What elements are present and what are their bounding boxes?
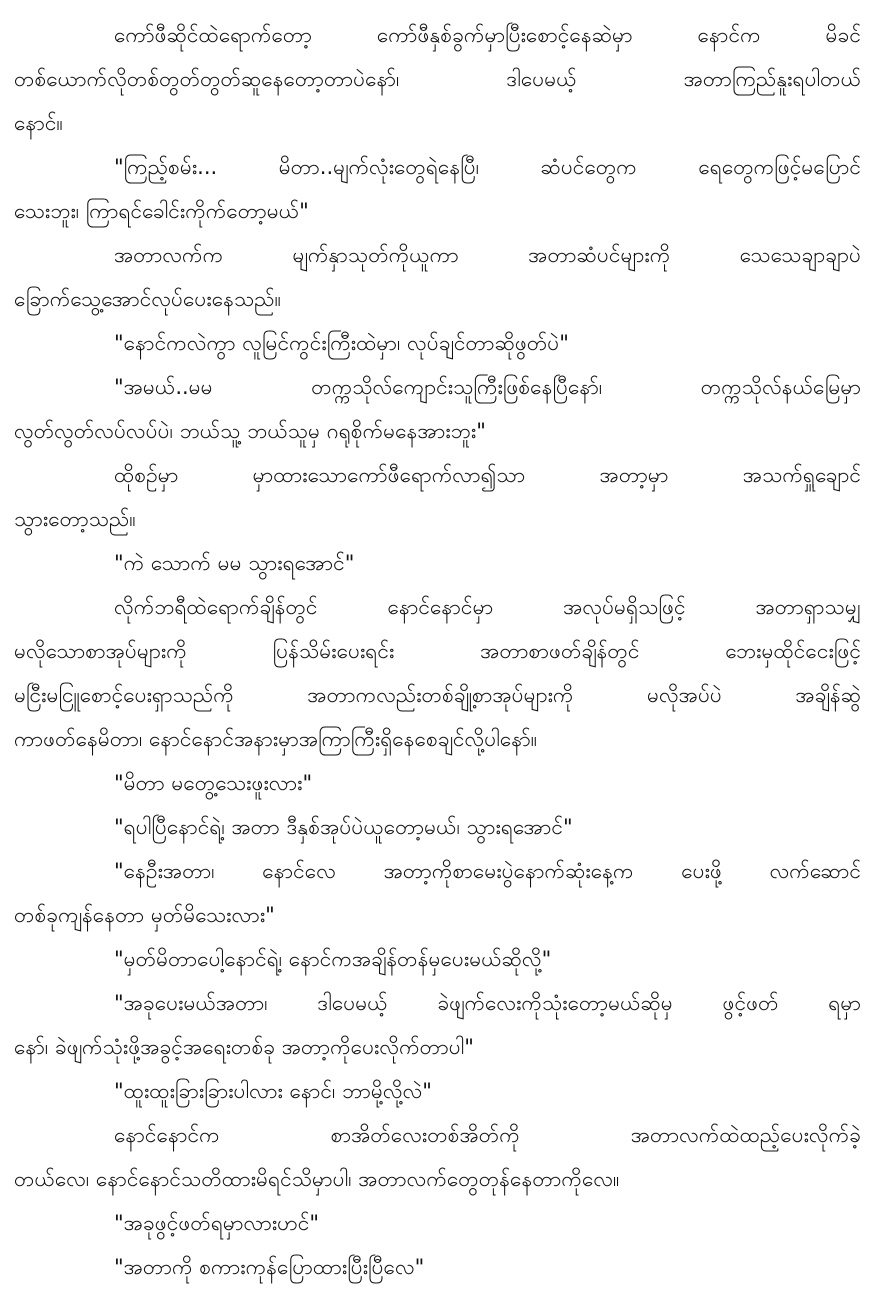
story-paragraph	[14, 1113, 861, 1201]
text-line: တစ်ယောက်လိုတစ်တွတ်တွတ်ဆူနေတော့တာပဲနော်၊ ဒါပေမယ့် အတာကြည်နူးရပါတယ်	[14, 67, 861, 91]
text-line: "မိတာ မတွေ့သေးဖူးလား"	[114, 771, 313, 795]
story-paragraph	[14, 321, 861, 365]
text-line: အတာလက်က မျက်နှာသုတ်ကိုယူကာ အတာဆံပင်များကို သေသေချာချာပဲ	[114, 243, 861, 267]
story-paragraph	[14, 145, 861, 233]
text-line: "အခုဖွင့်ဖတ်ရမှာလားဟင်"	[114, 1211, 320, 1235]
text-line: "မှတ်မိတာပေါ့နောင်ရဲ့၊ နောင်ကအချိန်တန်မှပေးမယ်ဆိုလို့"	[114, 947, 552, 971]
text-line: မလိုသောစာအုပ်များကို ပြန်သိမ်းပေးရင်း အတာစာဖတ်ချိန်တွင် ဘေးမှထိုင်ငေးဖြင့်	[14, 639, 861, 663]
text-line: "ထူးထူးခြားခြားပါလား နောင်၊ ဘာမို့လို့လဲ"	[114, 1079, 432, 1103]
text-line: နော်၊ ခဲဖျက်သုံးဖို့အခွင့်အရေးတစ်ခု အတာ့ကိုပေးလိုက်တာပါ"	[14, 1035, 474, 1059]
story-paragraph	[14, 1201, 861, 1245]
story-paragraph	[14, 1069, 861, 1113]
text-line: "ကြည့်စမ်း... မိတာ..မျက်လုံးတွေရဲနေပြီ၊ ဆံပင်တွေက ရေတွေကဖြင့်မပြောင်	[114, 155, 861, 179]
story-paragraph	[14, 761, 861, 805]
text-line: တယ်လေ၊ နောင်နောင်သတိထားမိရင်သိမှာပါ၊ အတာလက်တွေတုန်နေတာကိုလေ။	[14, 1167, 620, 1191]
story-paragraph	[14, 805, 861, 849]
text-line: "ကဲ သောက် မမ သွားရအောင်"	[114, 551, 355, 575]
text-line: လွတ်လွတ်လပ်လပ်ပဲ၊ ဘယ်သူ့ ဘယ်သူမှ ဂရုစိုက်မနေအားဘူး"	[14, 419, 486, 443]
story-paragraph	[14, 849, 861, 937]
story-paragraph	[14, 453, 861, 541]
text-line: "ရပါပြီနောင်ရဲ့၊ အတာ ဒီနှစ်အုပ်ပဲယူတော့မယ်၊ သွားရအောင်"	[114, 815, 573, 839]
text-line: ခြောက်သွေ့အောင်လုပ်ပေးနေသည်။	[14, 287, 281, 311]
text-line: "အခုပေးမယ်အတာ၊ ဒါပေမယ့် ခဲဖျက်လေးကိုသုံးတော့မယ်ဆိုမှ ဖွင့်ဖတ် ရမှာ	[114, 991, 861, 1015]
story-paragraph	[14, 541, 861, 585]
text-line: သွားတော့သည်။	[14, 507, 136, 531]
text-line: မငြီးမငြူစောင့်ပေးရှာသည်ကို အတာကလည်းတစ်ချို့စာအုပ်များကို မလိုအပ်ပဲ အချိန်ဆွဲ	[14, 683, 861, 707]
story-paragraph	[14, 0, 861, 145]
text-line: သေးဘူး၊ ကြာရင်ခေါင်းကိုက်တော့မယ်"	[14, 199, 309, 223]
text-line: "အတာကို စကားကုန်ပြောထားပြီးပြီလေ"	[114, 1255, 425, 1279]
text-line: နောင်။	[14, 111, 63, 135]
text-line: "နောင်ကလဲကွာ လူမြင်ကွင်းကြီးထဲမှာ၊ လုပ်ချင်တာဆိုဖွတ်ပဲ"	[114, 331, 569, 355]
story-paragraph	[14, 937, 861, 981]
text-line: နောင်နောင်က စာအိတ်လေးတစ်အိတ်ကို အတာလက်ထဲထည့်ပေးလိုက်ခဲ့	[114, 1123, 861, 1147]
story-paragraph	[14, 585, 861, 761]
story-page	[14, 0, 861, 1279]
text-line: "အမယ်..မမ တက္ကသိုလ်ကျောင်းသူကြီးဖြစ်နေပြီနော်၊ တက္ကသိုလ်နယ်မြေမှာ	[114, 375, 861, 399]
text-line: "နေဦးအတာ၊ နောင်လေ အတာ့ကိုစာမေးပွဲနောက်ဆုံးနေ့က ပေးဖို့ လက်ဆောင်	[114, 859, 861, 883]
text-line: ထိုစဉ်မှာ မှာထားသောကော်ဖီရောက်လာ၍သာ အတာ့မှာ အသက်ရှူချောင်	[114, 463, 861, 487]
text-line: ကော်ဖီဆိုင်ထဲရောက်တော့ ကော်ဖီနှစ်ခွက်မှာပြီးစောင့်နေဆဲမှာ နောင်က မိခင်	[114, 23, 861, 47]
story-paragraph	[14, 981, 861, 1069]
text-line: တစ်ခုကျန်နေတာ မှတ်မိသေးလား"	[14, 903, 275, 927]
story-paragraph	[14, 365, 861, 453]
story-paragraph	[14, 1245, 861, 1289]
text-line: ကာဖတ်နေမိတာ၊ နောင်နောင်အနားမှာအကြာကြီးရှိနေစေချင်လို့ပါနော်။	[14, 727, 538, 751]
text-line: လိုက်ဘရီထဲရောက်ချိန်တွင် နောင်နောင်မှာ အလုပ်မရှိသဖြင့် အတာရှာသမျှ	[114, 595, 861, 619]
story-paragraph	[14, 233, 861, 321]
